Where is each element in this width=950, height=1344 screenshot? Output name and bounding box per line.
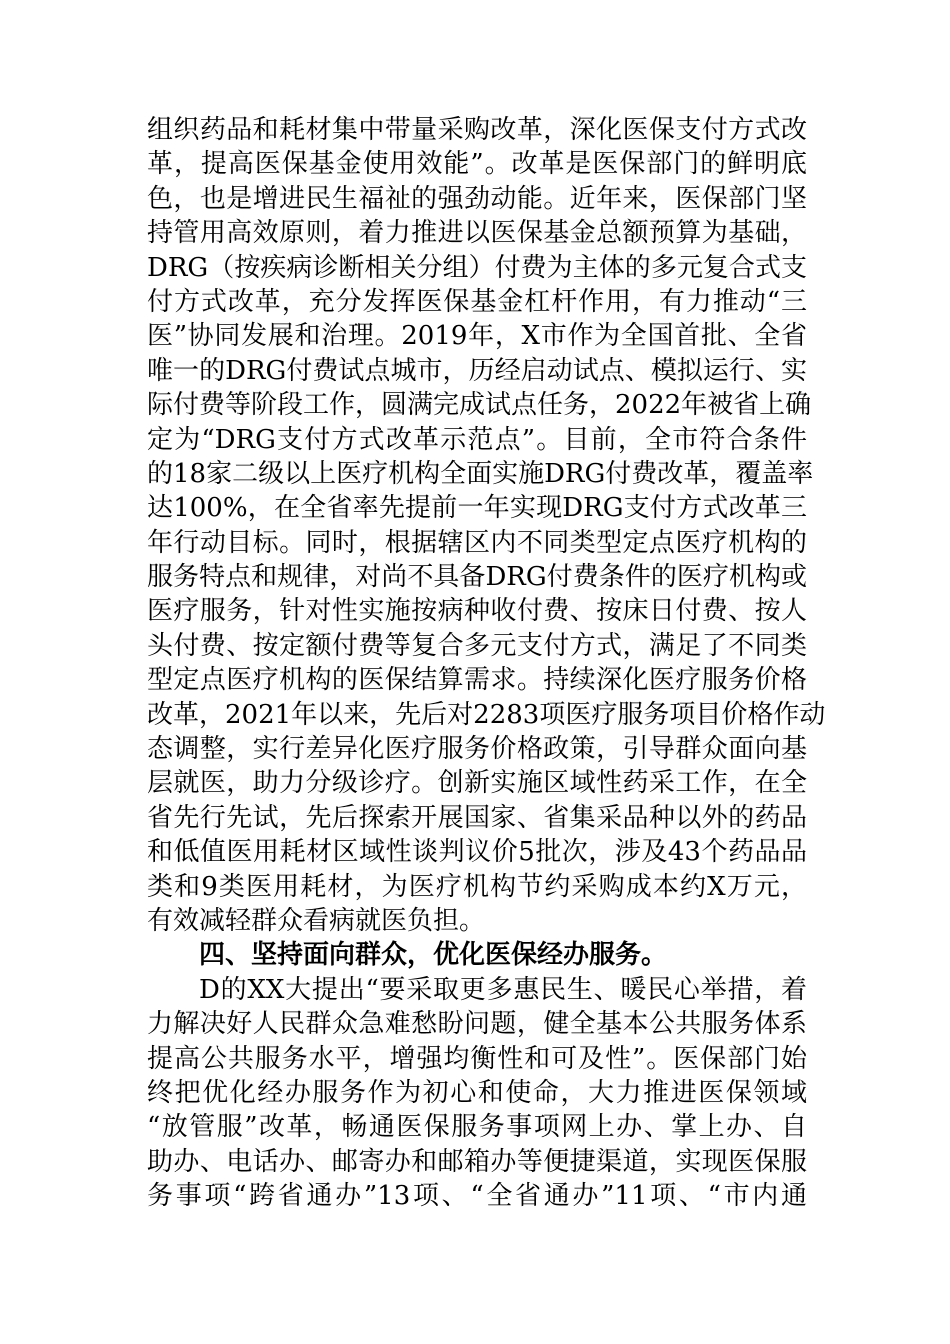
text-line: 定为“DRG支付方式改革示范点”。目前，全市符合条件	[147, 424, 807, 455]
text-line: 型定点医疗机构的医保结算需求。持续深化医疗服务价格	[147, 665, 807, 696]
text-line: 头付费、按定额付费等复合多元支付方式，满足了不同类	[147, 630, 807, 661]
text-line: 的18家二级以上医疗机构全面实施DRG付费改革，覆盖率	[147, 458, 814, 489]
text-line: 达100%，在全省率先提前一年实现DRG支付方式改革三	[147, 493, 807, 524]
document-body	[147, 113, 826, 1214]
section-heading: 四、坚持面向群众，优化医保经办服务。	[199, 940, 668, 971]
text-line: D的XX大提出“要采取更多惠民生、暖民心举措，着	[199, 974, 807, 1005]
text-line: 态调整，实行差异化医疗服务价格政策，引导群众面向基	[147, 734, 807, 765]
text-line: 终把优化经办服务作为初心和使命，大力推进医保领域	[147, 1077, 807, 1108]
text-line: 提高公共服务水平，增强均衡性和可及性”。医保部门始	[147, 1043, 807, 1074]
text-line: 有效减轻群众看病就医负担。	[147, 905, 486, 936]
text-line: 年行动目标。同时，根据辖区内不同类型定点医疗机构的	[147, 527, 807, 558]
text-line: 力解决好人民群众急难愁盼问题，健全基本公共服务体系	[147, 1009, 807, 1040]
text-line: 持管用高效原则，着力推进以医保基金总额预算为基础，	[147, 218, 807, 249]
text-line: 助办、电话办、邮寄办和邮箱办等便捷渠道，实现医保服	[147, 1146, 807, 1177]
text-line: 医疗服务，针对性实施按病种收付费、按床日付费、按人	[147, 596, 807, 627]
text-line: 唯一的DRG付费试点城市，历经启动试点、模拟运行、实	[147, 355, 807, 386]
text-line: 改革，2021年以来，先后对2283项医疗服务项目价格作动	[147, 699, 826, 730]
text-line: DRG（按疾病诊断相关分组）付费为主体的多元复合式支	[147, 252, 807, 283]
text-line: 务事项“跨省通办”13项、“全省通办”11项、“市内通	[147, 1181, 807, 1212]
text-line: 色，也是增进民生福祉的强劲动能。近年来，医保部门坚	[147, 183, 807, 214]
text-line: 组织药品和耗材集中带量采购改革，深化医保支付方式改	[147, 115, 807, 145]
text-line: 省先行先试，先后探索开展国家、省集采品种以外的药品	[147, 802, 807, 833]
text-line: 际付费等阶段工作，圆满完成试点任务，2022年被省上确	[147, 390, 812, 421]
text-line: 服务特点和规律，对尚不具备DRG付费条件的医疗机构或	[147, 562, 807, 593]
text-line: 医”协同发展和治理。2019年，X市作为全国首批、全省	[147, 321, 807, 352]
text-line: 和低值医用耗材区域性谈判议价5批次，涉及43个药品品	[147, 837, 807, 868]
paragraph-service	[147, 973, 807, 1214]
text-line: “放管服”改革，畅通医保服务事项网上办、掌上办、自	[147, 1112, 807, 1143]
text-line: 层就医，助力分级诊疗。创新实施区域性药采工作，在全	[147, 768, 807, 799]
text-line: 革，提高医保基金使用效能”。改革是医保部门的鲜明底	[147, 149, 807, 180]
text-line: 付方式改革，充分发挥医保基金杠杆作用，有力推动“三	[147, 286, 807, 317]
text-line: 类和9类医用耗材，为医疗机构节约采购成本约X万元，	[147, 871, 807, 902]
paragraph-payment-reform	[147, 113, 826, 938]
